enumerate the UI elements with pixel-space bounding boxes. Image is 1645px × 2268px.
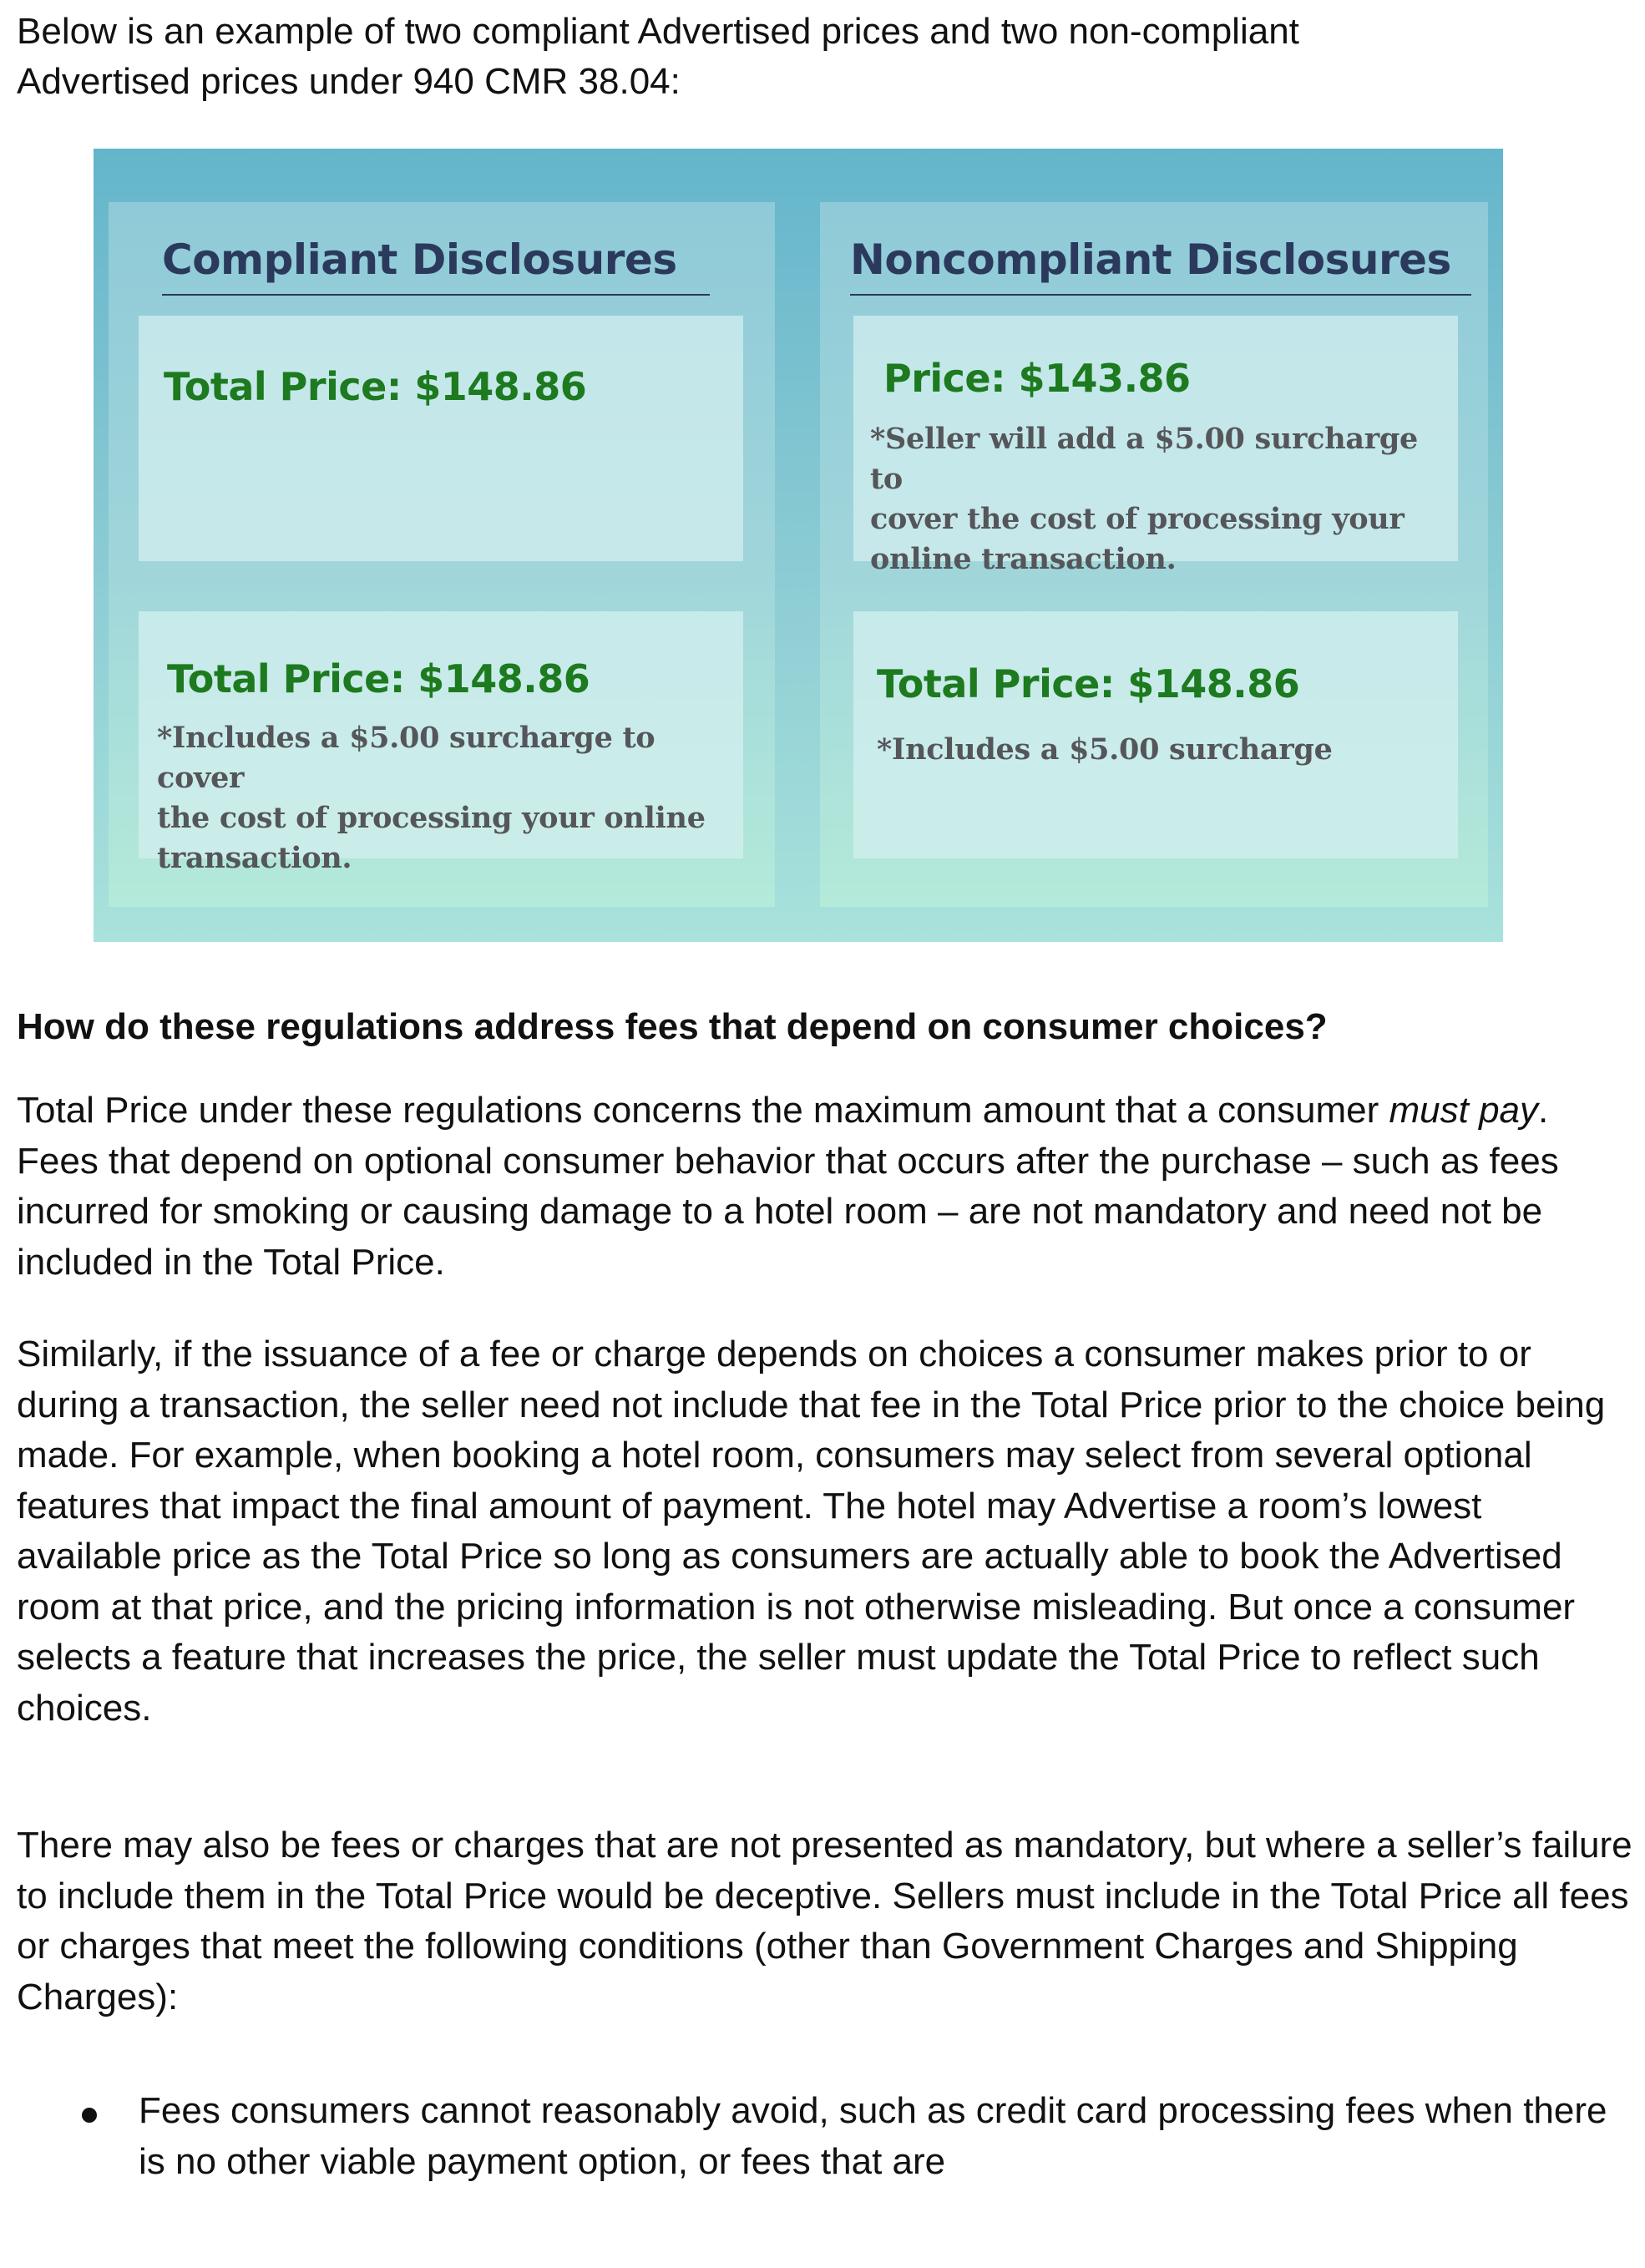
paragraph-1-text-cont: . Fees that depend on optional consumer behavior that occurs after the purchase – such as fees incurred for smoking or causing damage to a hotel room – are not mandatory and need not be included in the Total Price. [17,1090,1559,1283]
section-heading: How do these regulations address fees that depend on consumer choices? [17,1006,1328,1047]
disclosure-comparison-figure [94,149,1503,942]
noncompliant-example-2-note [877,730,1333,770]
noncompliant-example-2-price: Total Price: $148.86 [877,661,1300,706]
compliant-example-2 [139,611,743,875]
compliant-example-1-price: Total Price: $148.86 [164,364,587,409]
noncompliant-example-1-note [870,419,1458,580]
noncompliant-title-underline [850,294,1471,296]
noncompliant-example-2 [853,611,1458,858]
note-line: transaction. [157,841,352,875]
compliant-title-underline [162,294,710,296]
noncompliant-title: Noncompliant Disclosures [850,235,1451,284]
bullet-icon [82,2108,97,2123]
compliant-title: Compliant Disclosures [162,235,677,284]
note-line: *Includes a $5.00 surcharge to cover [157,721,655,795]
document-page [17,7,1620,107]
paragraph-2: Similarly, if the issuance of a fee or charge depends on choices a consumer makes prior to or during a transaction, the seller need not include that fee in the Total Price prior to the choice being made. For example, when booking a hotel room, consumers may select from several optional features that impact the final amount of payment. The hotel may Advertise a room’s lowest available price as the Total Price so long as consumers are actually able to book the Advertised room at that price, and the pricing information is not otherwise misleading. But once a consumer selects a feature that increases the price, the seller must update the Total Price to reflect such choices. [17,1334,1606,1729]
noncompliant-example-1 [853,316,1458,576]
compliant-example-2-note [157,718,743,878]
intro-line-1: Below is an example of two compliant Advertised prices and two non-compliant [17,11,1299,52]
paragraph-1-text: Total Price under these regulations concerns the maximum amount that a consumer [17,1090,1389,1131]
bullet-text: Fees consumers cannot reasonably avoid, such as credit card processing fees when there is no other viable payment option, or fees that are [139,2090,1607,2182]
compliant-example-1 [139,316,743,561]
note-line: cover the cost of processing your [870,502,1405,536]
note-line: the cost of processing your online [157,801,706,835]
compliant-example-2-price: Total Price: $148.86 [167,656,590,701]
intro-text [17,7,1620,107]
noncompliant-column [820,202,1488,907]
noncompliant-example-1-price: Price: $143.86 [883,356,1191,401]
paragraph-3: There may also be fees or charges that are not presented as mandatory, but where a seller’s failure to include them in the Total Price would be deceptive. Sellers must include in the Total Price all fees or charges that meet the following conditions (other than Government Charges and Shipping Charges): [17,1825,1632,2017]
note-line: *Includes a $5.00 surcharge [877,732,1333,767]
paragraph-1 [17,1086,1637,1288]
compliant-column [109,202,775,907]
paragraph-1-emphasis: must pay [1389,1090,1539,1131]
intro-line-2: Advertised prices under 940 CMR 38.04: [17,61,681,102]
note-line: online transaction. [870,542,1177,576]
note-line: *Seller will add a $5.00 surcharge to [870,422,1418,496]
